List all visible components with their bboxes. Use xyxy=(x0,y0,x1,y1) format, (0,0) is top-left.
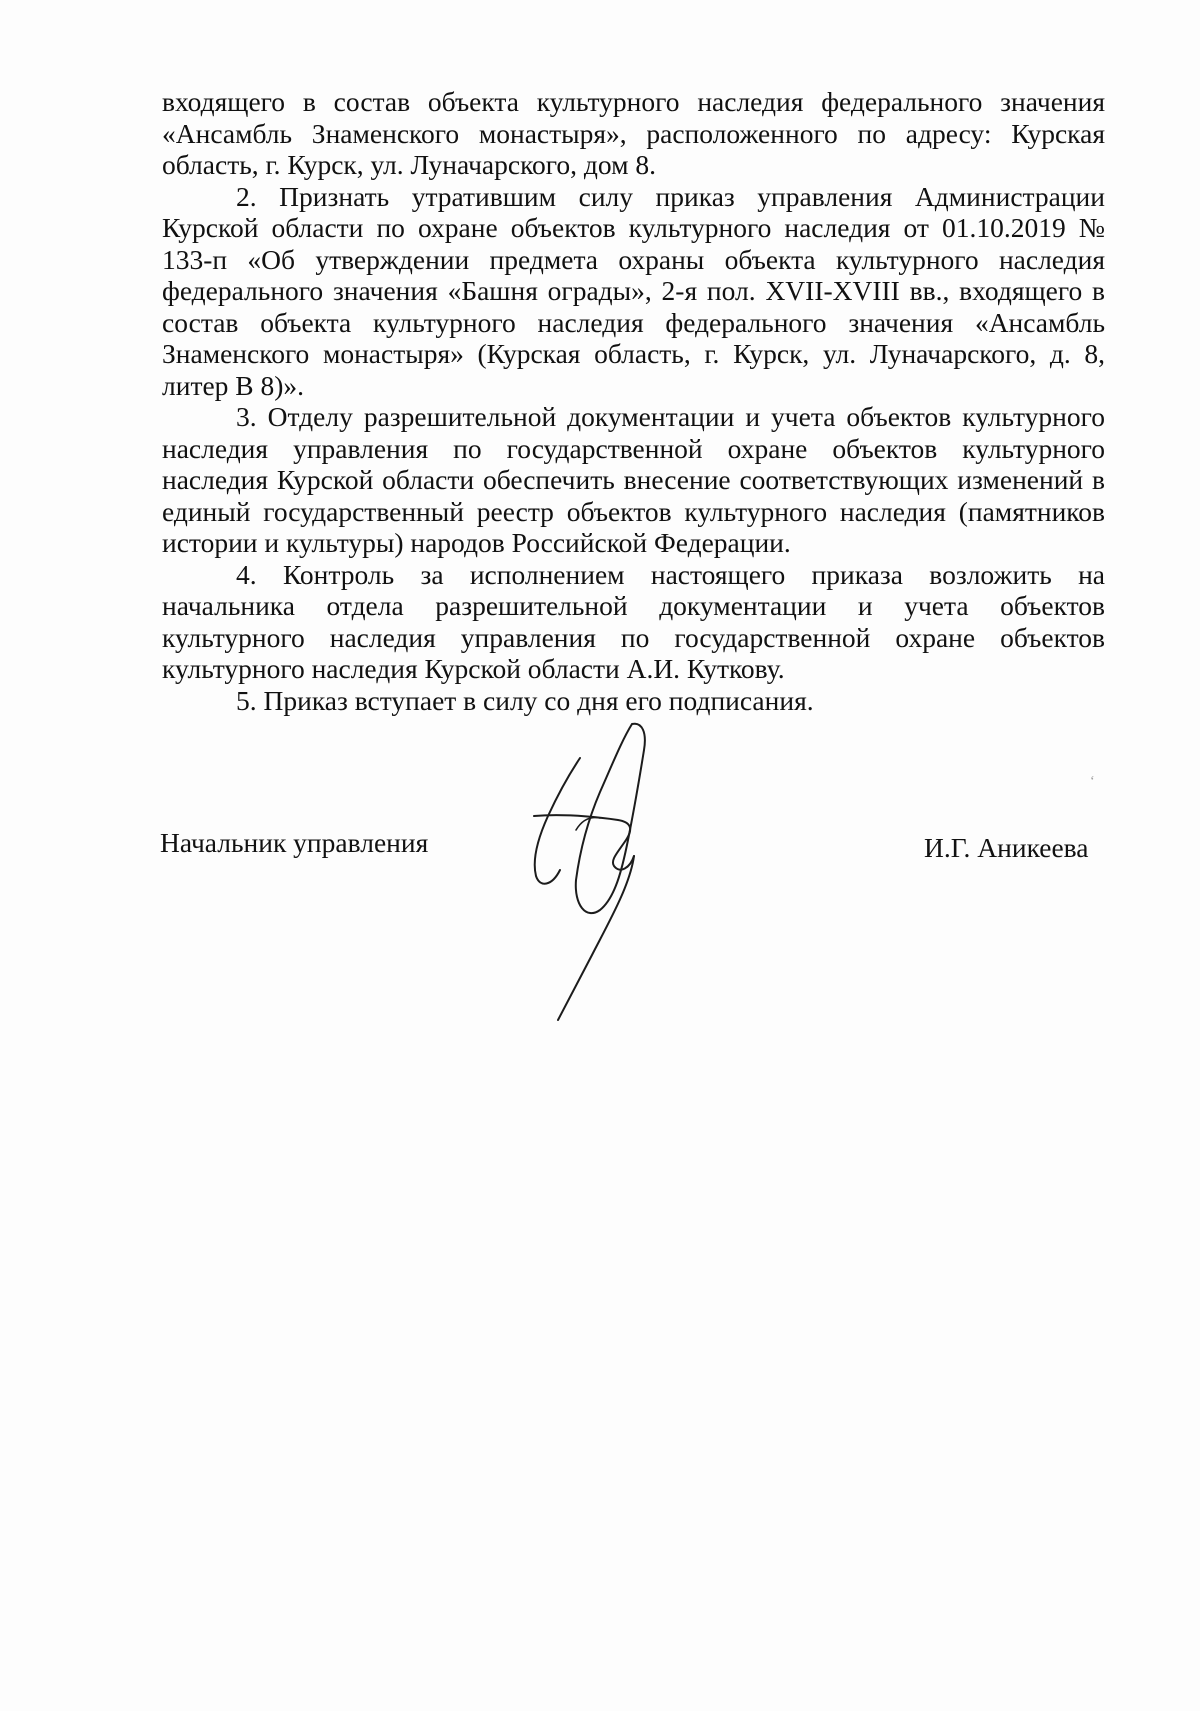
handwritten-signature xyxy=(530,720,730,1030)
signatory-role: Начальник управления xyxy=(160,827,429,858)
signatory-name: И.Г. Аникеева xyxy=(924,832,1089,863)
paragraph-item-4: 4. Контроль за исполнением настоящего приказа возложить на начальника отдела разрешительной документации и учета объектов культурного наследия управления по государственной охране объектов культурного наследия Курской области А.И. Куткову. xyxy=(162,558,1105,684)
paragraph-item-5: 5. Приказ вступает в силу со дня его подписания. xyxy=(236,684,814,716)
scan-speck-mark: ʻ xyxy=(1090,774,1095,789)
paragraph-item-2: 2. Признать утратившим силу приказ управления Администрации Курской области по охране объектов культурного наследия от 01.10.2019 № 133-п «Об утверждении предмета охраны объекта культурного наследия федерального значения «Башня ограды», 2-я пол. XVII-XVIII вв., входящего в состав объекта культурного наследия федерального значения «Ансамбль Знаменского монастыря» (Курская область, г. Курск, ул. Луначарского, д. 8, литер В 8)». xyxy=(162,180,1105,401)
paragraph-item-3: 3. Отделу разрешительной документации и учета объектов культурного наследия управления по государственной охране объектов культурного наследия Курской области обеспечить внесение соответствующих изменений в единый государственный реестр объектов культурного наследия (памятников истории и культуры) народов Российской Федерации. xyxy=(162,401,1105,558)
paragraph-continuation: входящего в состав объекта культурного наследия федерального значения «Ансамбль Знаменского монастыря», расположенного по адресу: Курская область, г. Курск, ул. Луначарского, дом 8. xyxy=(162,86,1105,180)
document-body xyxy=(162,86,1105,716)
